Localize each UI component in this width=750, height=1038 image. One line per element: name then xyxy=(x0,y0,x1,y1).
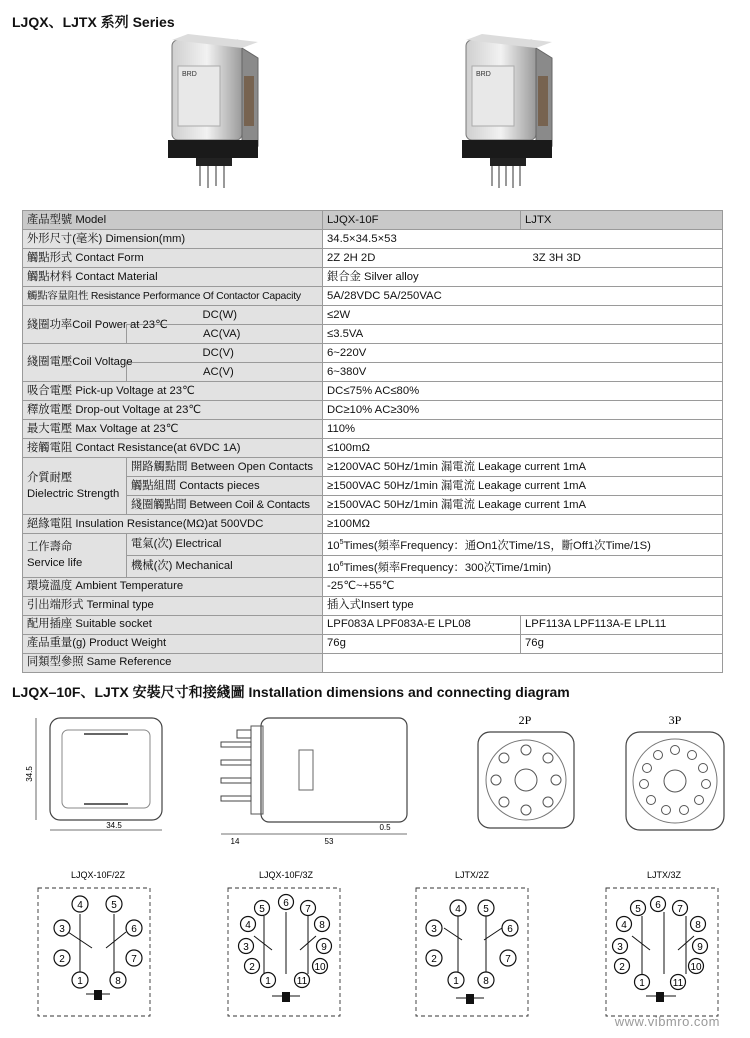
svg-text:7: 7 xyxy=(505,954,511,965)
capacity-value: 5A/28VDC 5A/250VAC xyxy=(323,287,723,306)
base-2p-drawing xyxy=(470,710,580,835)
coil-power-dc-value: ≤2W xyxy=(323,306,723,325)
table-row xyxy=(23,287,723,306)
model-a: LJQX-10F xyxy=(323,211,521,230)
life-electrical-label: 電氣(次) Electrical xyxy=(127,534,323,556)
table-row xyxy=(23,596,723,615)
socket-a: LPF083A LPF083A-E LPL08 xyxy=(323,615,521,634)
table-row xyxy=(23,534,723,556)
section-title: LJQX–10F、LJTX 安裝尺寸和接綫圖 Installation dimensions and connecting diagram xyxy=(12,684,570,700)
wiring-title: LJTX/3Z xyxy=(646,870,682,880)
terminal-value: 插入式Insert type xyxy=(323,596,723,615)
contact-resistance-value: ≤100mΩ xyxy=(323,439,723,458)
insulation-label: 絕緣電阻 Insulation Resistance(MΩ)at 500VDC xyxy=(23,515,323,534)
svg-text:5: 5 xyxy=(259,904,265,915)
table-row xyxy=(23,211,723,230)
svg-text:6: 6 xyxy=(507,924,513,935)
svg-text:2: 2 xyxy=(619,962,625,973)
watermark: www.vibmro.com xyxy=(614,1014,720,1029)
spec-table xyxy=(22,210,723,673)
svg-text:7: 7 xyxy=(131,954,137,965)
svg-text:9: 9 xyxy=(321,942,327,953)
socket-b: LPF113A LPF113A-E LPL11 xyxy=(521,615,723,634)
coil-voltage-ac-value: 6~380V xyxy=(323,363,723,382)
svg-text:4: 4 xyxy=(455,904,461,915)
insulation-value: ≥100MΩ xyxy=(323,515,723,534)
svg-text:4: 4 xyxy=(621,920,627,931)
dropout-value: DC≥10% AC≥30% xyxy=(323,401,723,420)
ambient-value: -25℃~+55℃ xyxy=(323,577,723,596)
dielectric-open-label: 開路觸點間 Between Open Contacts xyxy=(127,458,323,477)
table-row xyxy=(23,577,723,596)
svg-text:10: 10 xyxy=(314,962,326,973)
service-life-label: 工作壽命 Service life xyxy=(23,534,127,578)
svg-text:4: 4 xyxy=(245,920,251,931)
table-row xyxy=(23,420,723,439)
dielectric-open-value: ≥1200VAC 50Hz/1min 漏電流 Leakage current 1mA xyxy=(323,458,723,477)
life-mechanical-label: 機械(次) Mechanical xyxy=(127,555,323,577)
contact-material-label: 觸點材料 Contact Material xyxy=(23,268,323,287)
max-voltage-label: 最大電壓 Max Voltage at 23℃ xyxy=(23,420,323,439)
svg-text:10: 10 xyxy=(690,962,702,973)
pin-length-label: 14 xyxy=(230,837,240,846)
svg-text:8: 8 xyxy=(319,920,325,931)
svg-text:1: 1 xyxy=(639,978,645,989)
weight-b: 76g xyxy=(521,634,723,653)
table-row xyxy=(23,634,723,653)
dielectric-pieces-value: ≥1500VAC 50Hz/1min 漏電流 Leakage current 1mA xyxy=(323,477,723,496)
coil-voltage-dc-label: DC(V) xyxy=(127,344,323,363)
svg-text:3: 3 xyxy=(617,942,623,953)
svg-text:3: 3 xyxy=(431,924,437,935)
table-row xyxy=(23,401,723,420)
svg-text:1: 1 xyxy=(453,976,459,987)
relay-image-ljtx xyxy=(452,36,562,191)
svg-text:6: 6 xyxy=(131,924,137,935)
dimension-value: 34.5×34.5×53 xyxy=(323,230,723,249)
wiring-title: LJTX/2Z xyxy=(454,870,490,880)
terminal-label: 引出端形式 Terminal type xyxy=(23,596,323,615)
table-row xyxy=(23,306,723,325)
coil-power-label: 綫圈功率Coil Power at 23℃ xyxy=(23,306,127,344)
wiring-diagram-ljtx-2z xyxy=(400,866,528,1021)
table-row xyxy=(23,230,723,249)
contact-form-b: 3Z 3H 3D xyxy=(521,249,723,268)
table-row xyxy=(23,268,723,287)
table-row xyxy=(23,555,723,577)
base-3p-label: 3P xyxy=(668,713,682,727)
relay-image-ljqx xyxy=(158,36,268,191)
svg-text:2: 2 xyxy=(249,962,255,973)
base-2p-label: 2P xyxy=(518,713,532,727)
table-row xyxy=(23,477,723,496)
bottom-dim-label: 34.5 xyxy=(106,821,122,830)
dimension-label: 外形尺寸(毫米) Dimension(mm) xyxy=(23,230,323,249)
dropout-label: 釋放電壓 Drop-out Voltage at 23℃ xyxy=(23,401,323,420)
svg-text:1: 1 xyxy=(265,976,271,987)
contact-resistance-label: 接觸電阻 Contact Resistance(at 6VDC 1A) xyxy=(23,439,323,458)
side-dim-label: 34.5 xyxy=(25,766,34,782)
svg-text:2: 2 xyxy=(431,954,437,965)
svg-text:3: 3 xyxy=(59,924,65,935)
table-row xyxy=(23,615,723,634)
relay-brand: BRD xyxy=(476,71,491,78)
life-mechanical-value: $10^6Times$(頻率Frequency：300次Time/1min) xyxy=(323,555,723,577)
table-row xyxy=(23,653,723,672)
coil-power-ac-label: AC(VA) xyxy=(127,325,323,344)
model-b: LJTX xyxy=(521,211,723,230)
svg-text:7: 7 xyxy=(305,904,311,915)
same-reference-value xyxy=(323,653,723,672)
dielectric-label: 介質耐壓 Dielectric Strength xyxy=(23,458,127,515)
coil-voltage-label: 綫圈電壓Coil Voltage xyxy=(23,344,127,382)
life-electrical-value: $10^5Times$(頻率Frequency：通On1次Time/1S，斷Off1次Time/1S) xyxy=(323,534,723,556)
same-reference-label: 同類型參照 Same Reference xyxy=(23,653,323,672)
coil-power-ac-value: ≤3.5VA xyxy=(323,325,723,344)
side-view-drawing xyxy=(205,712,415,847)
svg-text:7: 7 xyxy=(677,904,683,915)
table-row xyxy=(23,515,723,534)
coil-power-dc-label: DC(W) xyxy=(127,306,323,325)
front-view-drawing xyxy=(22,712,172,842)
wiring-diagram-ljqx-2z xyxy=(22,866,150,1021)
pickup-value: DC≤75% AC≤80% xyxy=(323,382,723,401)
table-row xyxy=(23,249,723,268)
max-voltage-value: 110% xyxy=(323,420,723,439)
contact-form-label: 觸點形式 Contact Form xyxy=(23,249,323,268)
svg-text:5: 5 xyxy=(483,904,489,915)
table-row xyxy=(23,439,723,458)
svg-text:6: 6 xyxy=(283,898,289,909)
svg-text:1: 1 xyxy=(77,976,83,987)
wiring-diagram-ljtx-3z xyxy=(590,866,718,1021)
svg-text:5: 5 xyxy=(111,900,117,911)
pickup-label: 吸合電壓 Pick-up Voltage at 23℃ xyxy=(23,382,323,401)
relay-brand: BRD xyxy=(182,71,197,78)
table-row xyxy=(23,458,723,477)
svg-text:6: 6 xyxy=(655,900,661,911)
coil-voltage-ac-label: AC(V) xyxy=(127,363,323,382)
socket-label: 配用插座 Suitable socket xyxy=(23,615,323,634)
series-title: LJQX、LJTX 系列 Series xyxy=(12,14,175,30)
weight-a: 76g xyxy=(323,634,521,653)
svg-text:11: 11 xyxy=(296,976,308,987)
dielectric-pieces-label: 觸點組間 Contacts pieces xyxy=(127,477,323,496)
contact-form-a: 2Z 2H 2D xyxy=(323,249,521,268)
svg-text:8: 8 xyxy=(695,920,701,931)
model-label: 產品型號 Model xyxy=(23,211,323,230)
base-3p-drawing xyxy=(620,710,735,835)
ambient-label: 環境溫度 Ambient Temperature xyxy=(23,577,323,596)
wiring-diagram-ljqx-3z xyxy=(212,866,340,1021)
table-row xyxy=(23,344,723,363)
capacity-label: 觸點容量阻性 Resistance Performance Of Contactor Capacity xyxy=(23,287,323,306)
svg-text:11: 11 xyxy=(672,978,684,989)
svg-text:3: 3 xyxy=(243,942,249,953)
svg-text:9: 9 xyxy=(697,942,703,953)
gap-label: 0.5 xyxy=(379,823,391,832)
table-row xyxy=(23,382,723,401)
weight-label: 產品重量(g) Product Weight xyxy=(23,634,323,653)
svg-text:4: 4 xyxy=(77,900,83,911)
dielectric-coil-value: ≥1500VAC 50Hz/1min 漏電流 Leakage current 1mA xyxy=(323,496,723,515)
dielectric-coil-label: 綫圈觸點間 Between Coil & Contacts xyxy=(127,496,323,515)
table-row xyxy=(23,496,723,515)
svg-text:5: 5 xyxy=(635,904,641,915)
wiring-title: LJQX-10F/3Z xyxy=(258,870,314,880)
svg-text:8: 8 xyxy=(115,976,121,987)
svg-text:2: 2 xyxy=(59,954,65,965)
body-length-label: 53 xyxy=(324,837,334,846)
coil-voltage-dc-value: 6~220V xyxy=(323,344,723,363)
wiring-title: LJQX-10F/2Z xyxy=(70,870,126,880)
svg-text:8: 8 xyxy=(483,976,489,987)
contact-material-value: 銀合金 Silver alloy xyxy=(323,268,723,287)
